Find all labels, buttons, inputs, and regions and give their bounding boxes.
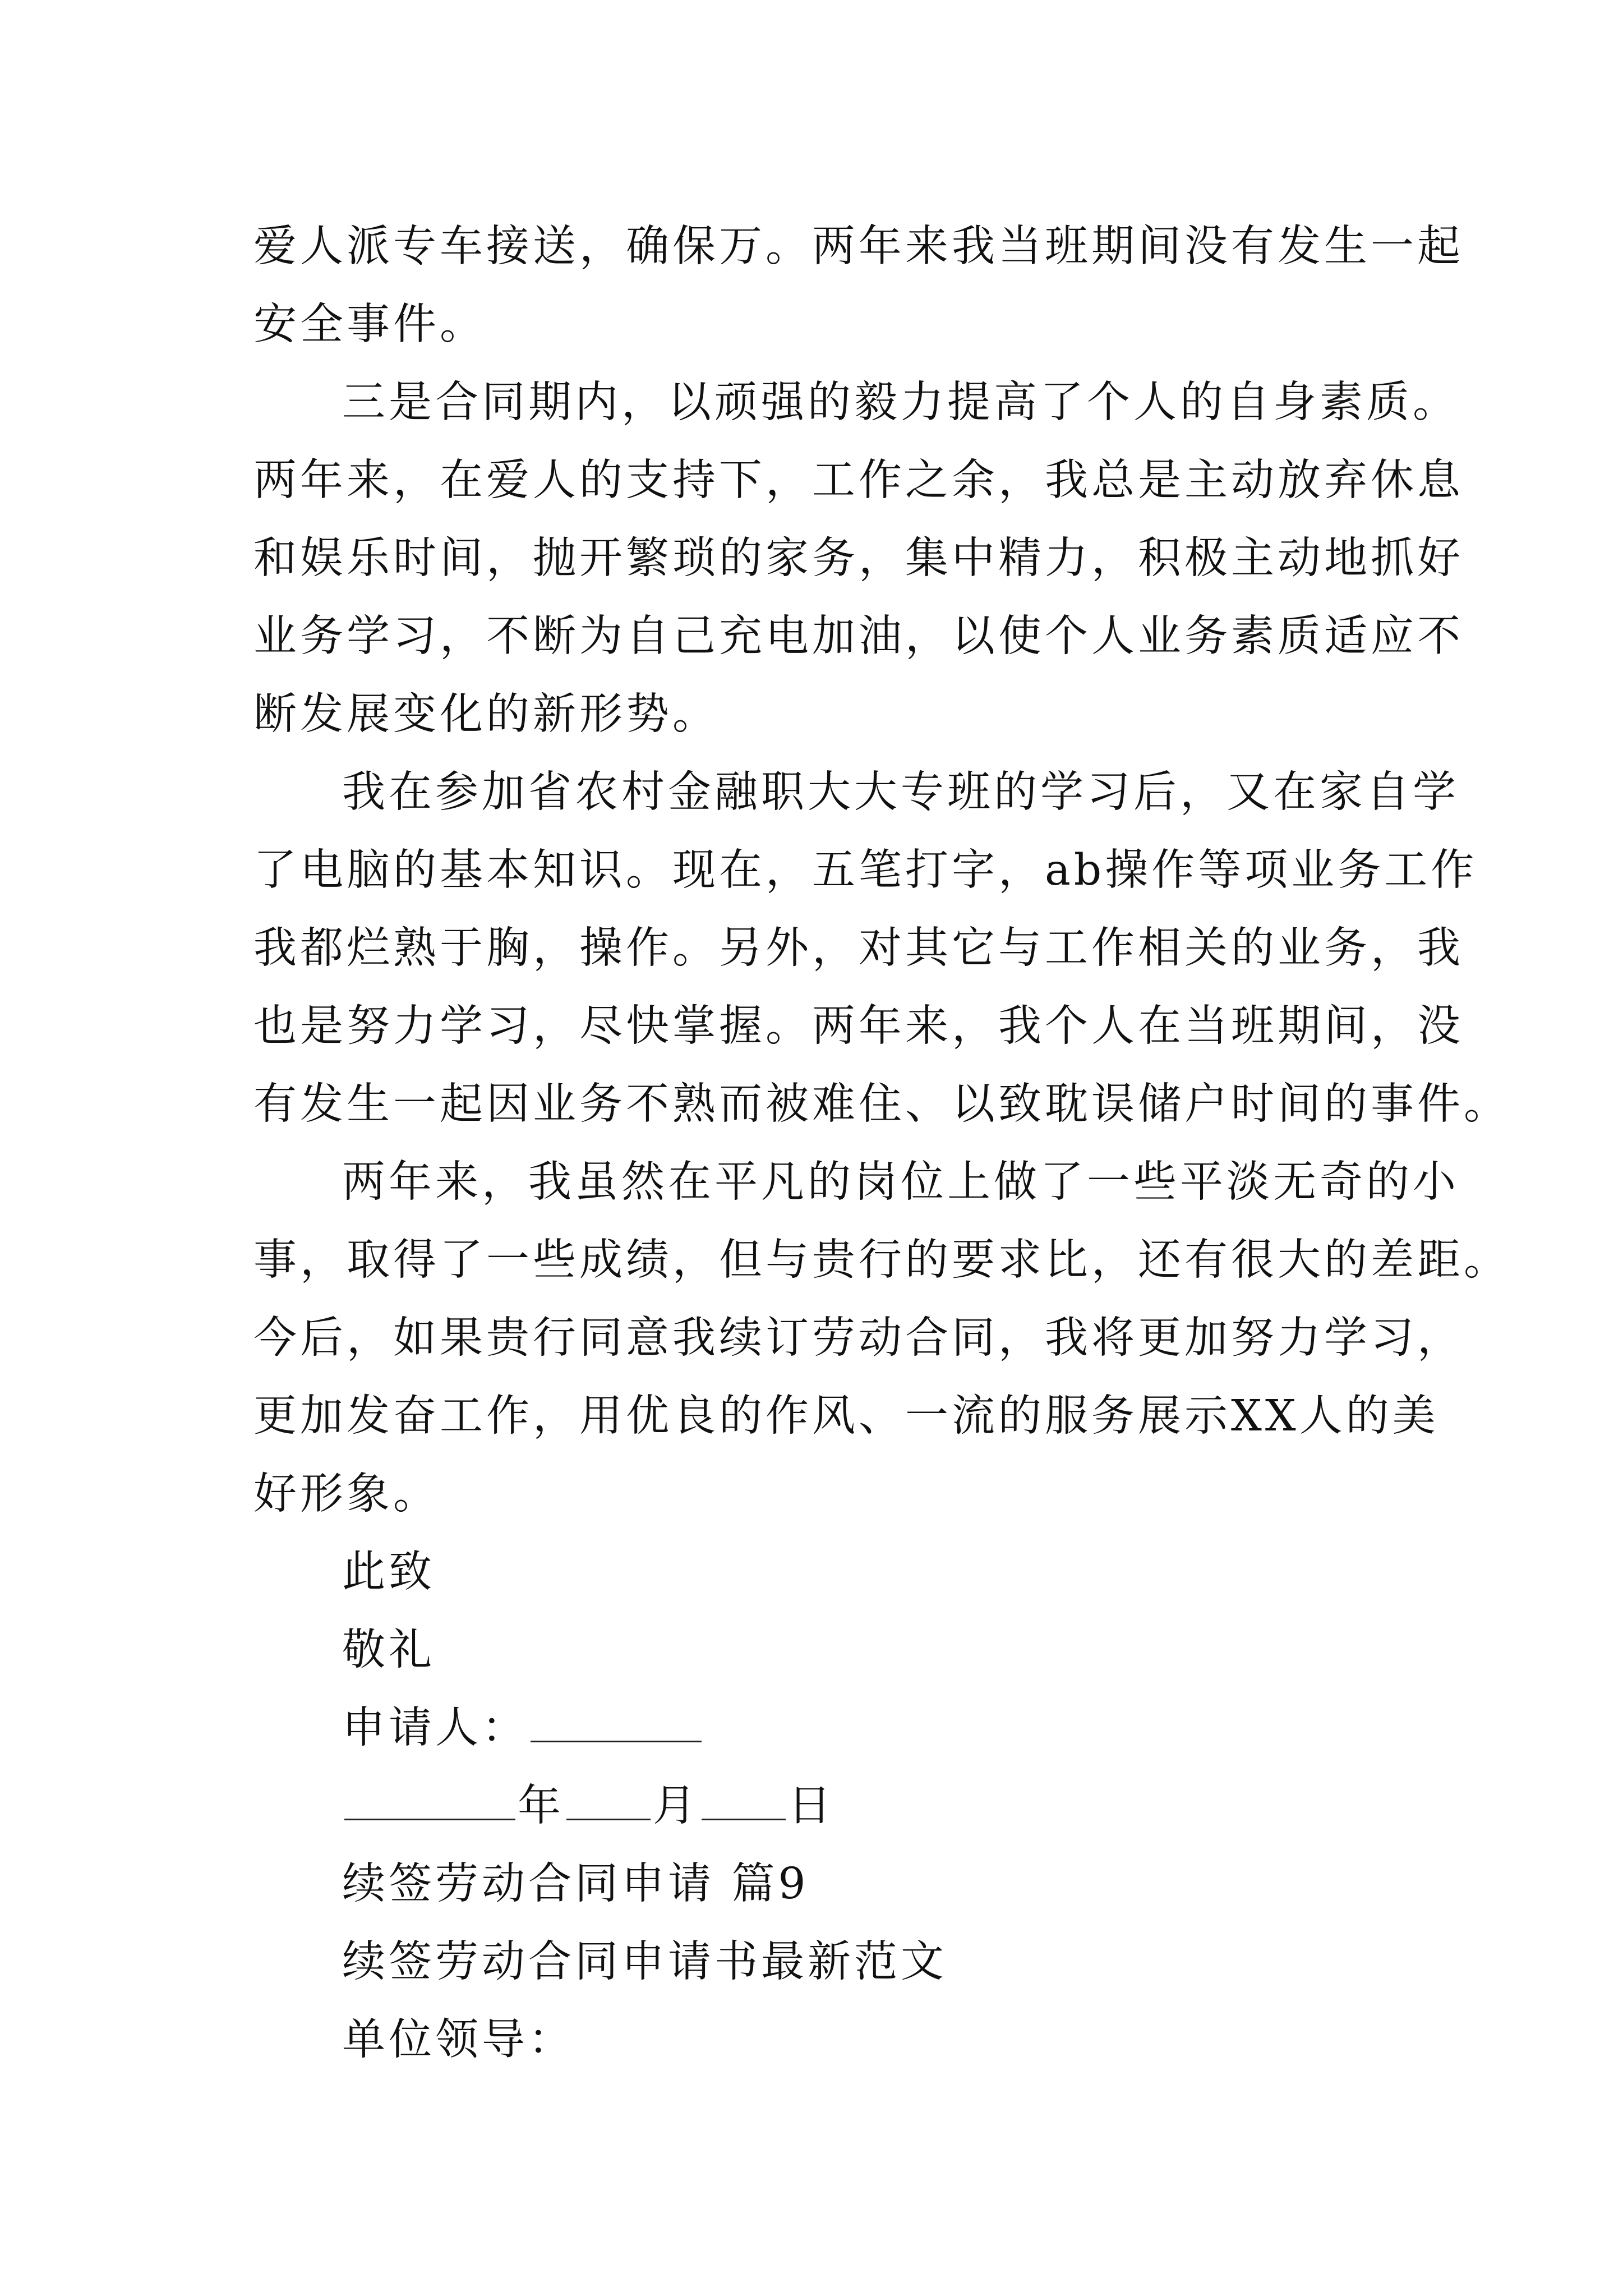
paragraph-3-line-3: 我都烂熟于胸，操作。另外，对其它与工作相关的业务，我 <box>253 923 1464 973</box>
paragraph-3-line-4: 也是努力学习，尽快掌握。两年来，我个人在当班期间，没 <box>253 1001 1464 1051</box>
paragraph-4-line-2: 事，取得了一些成绩，但与贵行的要求比，还有很大的差距。 <box>253 1235 1510 1285</box>
paragraph-1-line-1: 爱人派专车接送，确保万。两年来我当班期间没有发生一起 <box>253 222 1464 272</box>
day-label: 日 <box>788 1781 834 1831</box>
day-blank[interactable] <box>702 1780 786 1820</box>
section-salutation: 单位领导： <box>342 2015 575 2065</box>
document-page <box>253 208 1510 2079</box>
paragraph-4-line-1: 两年来，我虽然在平凡的岗位上做了一些平淡无奇的小 <box>342 1157 1459 1207</box>
month-label: 月 <box>653 1781 699 1831</box>
month-blank[interactable] <box>566 1780 651 1820</box>
applicant-line <box>253 1689 1392 1767</box>
paragraph-2-line-4: 业务学习，不断为自己充电加油，以使个人业务素质适应不 <box>253 611 1464 661</box>
paragraph-4-line-5: 好形象。 <box>253 1469 440 1519</box>
paragraph-2-line-2: 两年来，在爱人的支持下，工作之余，我总是主动放弃休息 <box>253 455 1464 505</box>
closing-greeting: 此致 <box>342 1547 435 1597</box>
year-blank[interactable] <box>344 1780 515 1820</box>
section-heading: 续签劳动合同申请 篇9 <box>342 1859 809 1909</box>
year-label: 年 <box>518 1781 564 1831</box>
paragraph-2-line-3: 和娱乐时间，抛开繁琐的家务，集中精力，积极主动地抓好 <box>253 533 1464 583</box>
paragraph-2-line-5: 断发展变化的新形势。 <box>253 689 719 739</box>
applicant-name-blank[interactable] <box>531 1703 702 1742</box>
closing-salute: 敬礼 <box>342 1625 435 1675</box>
paragraph-4-line-3: 今后，如果贵行同意我续订劳动合同，我将更加努力学习， <box>253 1313 1464 1363</box>
paragraph-2-line-1: 三是合同期内，以顽强的毅力提高了个人的自身素质。 <box>342 378 1459 427</box>
section-title: 续签劳动合同申请书最新范文 <box>342 1937 947 1987</box>
paragraph-3-line-2: 了电脑的基本知识。现在，五笔打字，ab操作等项业务工作 <box>253 845 1478 895</box>
date-line <box>253 1767 1392 1845</box>
paragraph-3-line-1: 我在参加省农村金融职大大专班的学习后，又在家自学 <box>342 767 1459 817</box>
paragraph-4-line-4: 更加发奋工作，用优良的作风、一流的服务展示XX人的美 <box>253 1391 1439 1441</box>
paragraph-3-line-5: 有发生一起因业务不熟而被难住、以致耽误储户时间的事件。 <box>253 1079 1510 1129</box>
paragraph-1-line-2: 安全事件。 <box>253 300 486 349</box>
applicant-label: 申请人： <box>342 1703 528 1753</box>
